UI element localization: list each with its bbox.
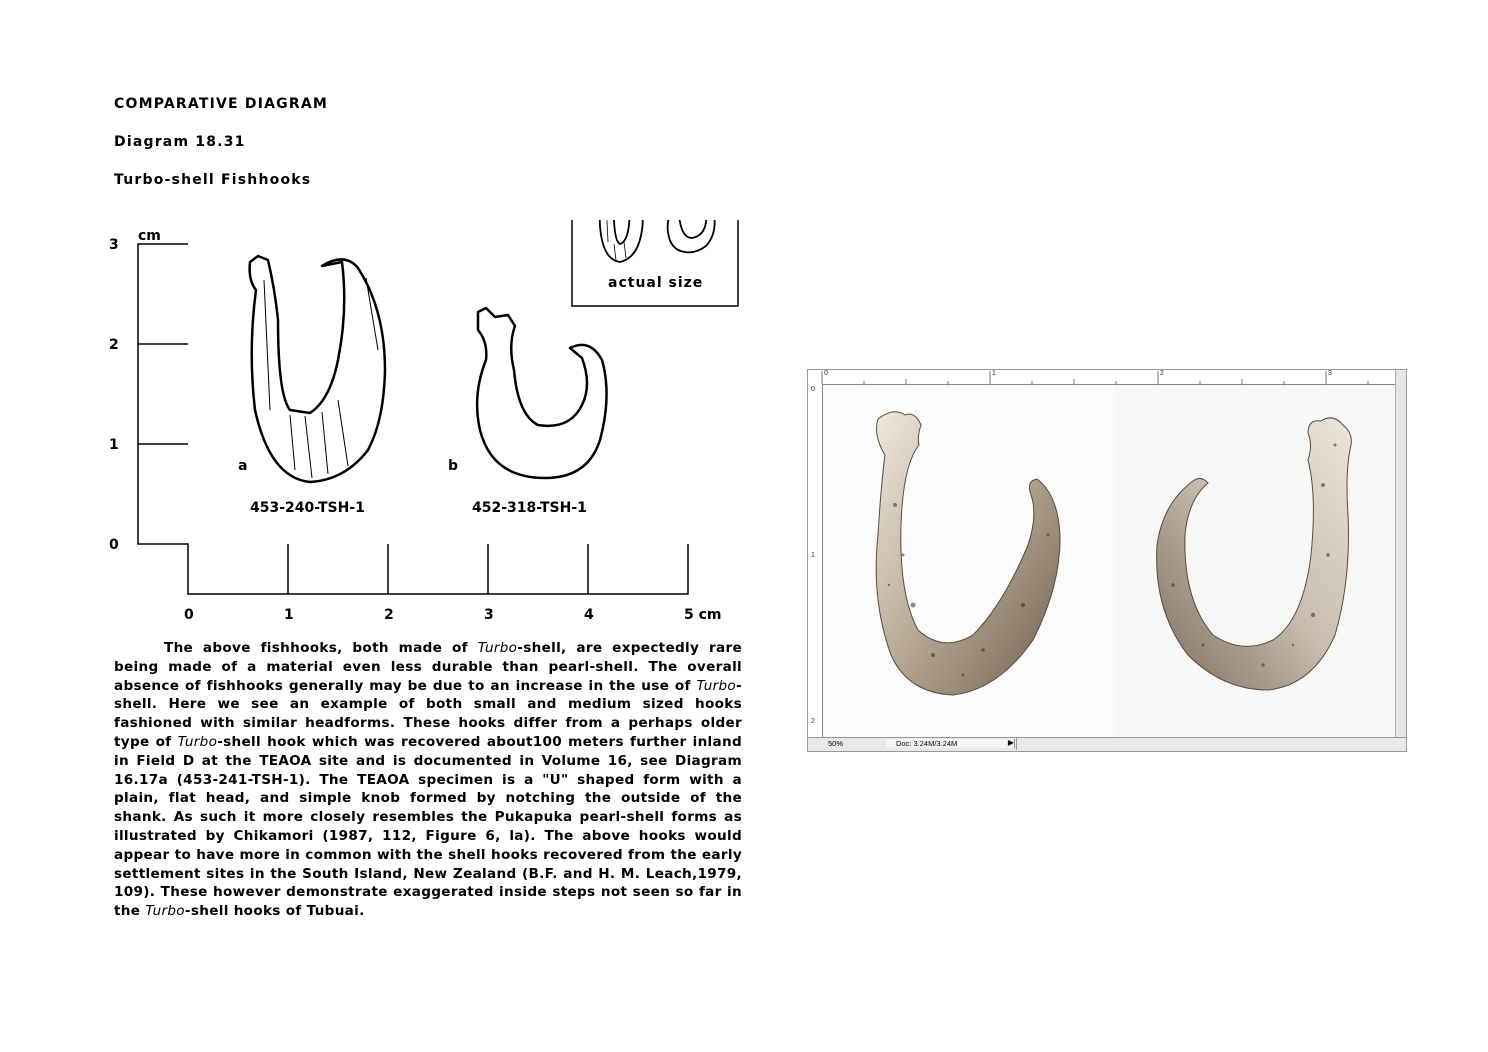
x-tick-2: 2 [384,607,394,623]
status-menu-arrow-icon[interactable]: ▶ [1006,738,1017,750]
hook-a-drawing [250,256,385,482]
turbo-italic-3: Turbo [177,733,218,750]
specimen-a-catalog: 453-240-TSH-1 [250,500,365,516]
paragraph-segment-4: -shell hook which was recovered about100 meters further inland in Field D at the TEAOA site and is documented in Volume 16, see Diagram 16.17a (453-241-TSH-1). The TEAOA specimen is a "U" shaped form with a plain, flat head, and simple knob formed by notching the outside of the shank. As such it more closely resembles the Pukapuka pearl-shell forms as illustrated by Chikamori (1987, 112, Figure 6, la). The above hooks would appear to have more in common with the shell hooks recovered from the early settlement sites in the South Island, New Zealand (B.F. and H. M. Leach,1979, 109). These however demonstrate exaggerated inside steps not seen so far in the [114,733,742,920]
status-bar [808,737,1406,751]
paragraph-segment-5: -shell hooks of Tubuai. [184,903,365,920]
photo-window [807,369,1407,752]
zoom-level-field[interactable]: 50% [814,739,891,748]
fishhook-photo [823,385,1397,738]
paragraph-segment-3: -shell. Here we see an example of both small and medium sized hooks fashioned with similar headforms. These hooks differ from a perhaps older type of [114,677,742,750]
paragraph-segment-2: -shell, are expectedly rare being made of a material even less durable than pearl-shell. The overall absence of fishhooks generally may be due to an increase in the use of [114,640,742,694]
ruler-left [808,384,823,739]
ruler-top-label-2: 2 [1160,370,1164,377]
specimen-b-letter: b [448,458,459,474]
diagram-subtitle: Turbo-shell Fishhooks [114,172,312,188]
ruler-top-ticks [808,371,1397,385]
scrollbar-right[interactable] [1395,370,1406,739]
y-tick-1: 1 [109,437,119,453]
x-tick-1: 1 [284,607,294,623]
y-tick-0: 0 [109,537,119,553]
diagram-number: Diagram 18.31 [114,134,246,150]
x-tick-0: 0 [184,607,194,623]
ruler-top-label-0: 0 [824,370,828,377]
x-tick-3: 3 [484,607,494,623]
turbo-italic-4: Turbo [145,903,185,920]
x-tick-4: 4 [584,607,594,623]
vertical-unit-label: cm [138,228,161,244]
ruler-top-label-1: 1 [992,370,996,377]
ruler-left-label-2: 2 [811,718,815,725]
turbo-italic-1: Turbo [477,640,518,656]
paragraph-segment-1: The above fishhooks, both made of [164,640,478,656]
y-tick-3: 3 [109,237,119,253]
hook-b-drawing [477,308,606,478]
description-paragraph [114,639,742,921]
ruler-top [808,370,1397,385]
page-title: COMPARATIVE DIAGRAM [114,96,328,112]
ruler-top-label-3: 3 [1328,370,1332,377]
specimen-a-letter: a [238,458,248,474]
ruler-left-label-0: 0 [811,386,815,393]
specimen-b-catalog: 452-318-TSH-1 [472,500,587,516]
inset-label: actual size [608,275,704,291]
turbo-italic-2: Turbo [696,677,737,694]
x-tick-5: 5 cm [684,607,722,623]
fishhook-diagram [100,220,760,630]
fishhook-photo-image [823,385,1397,738]
ruler-left-label-1: 1 [811,552,815,559]
actual-size-inset [572,220,738,306]
doc-size-readout: Doc: 3.24M/3.24M [886,739,1015,748]
y-tick-2: 2 [109,337,119,353]
